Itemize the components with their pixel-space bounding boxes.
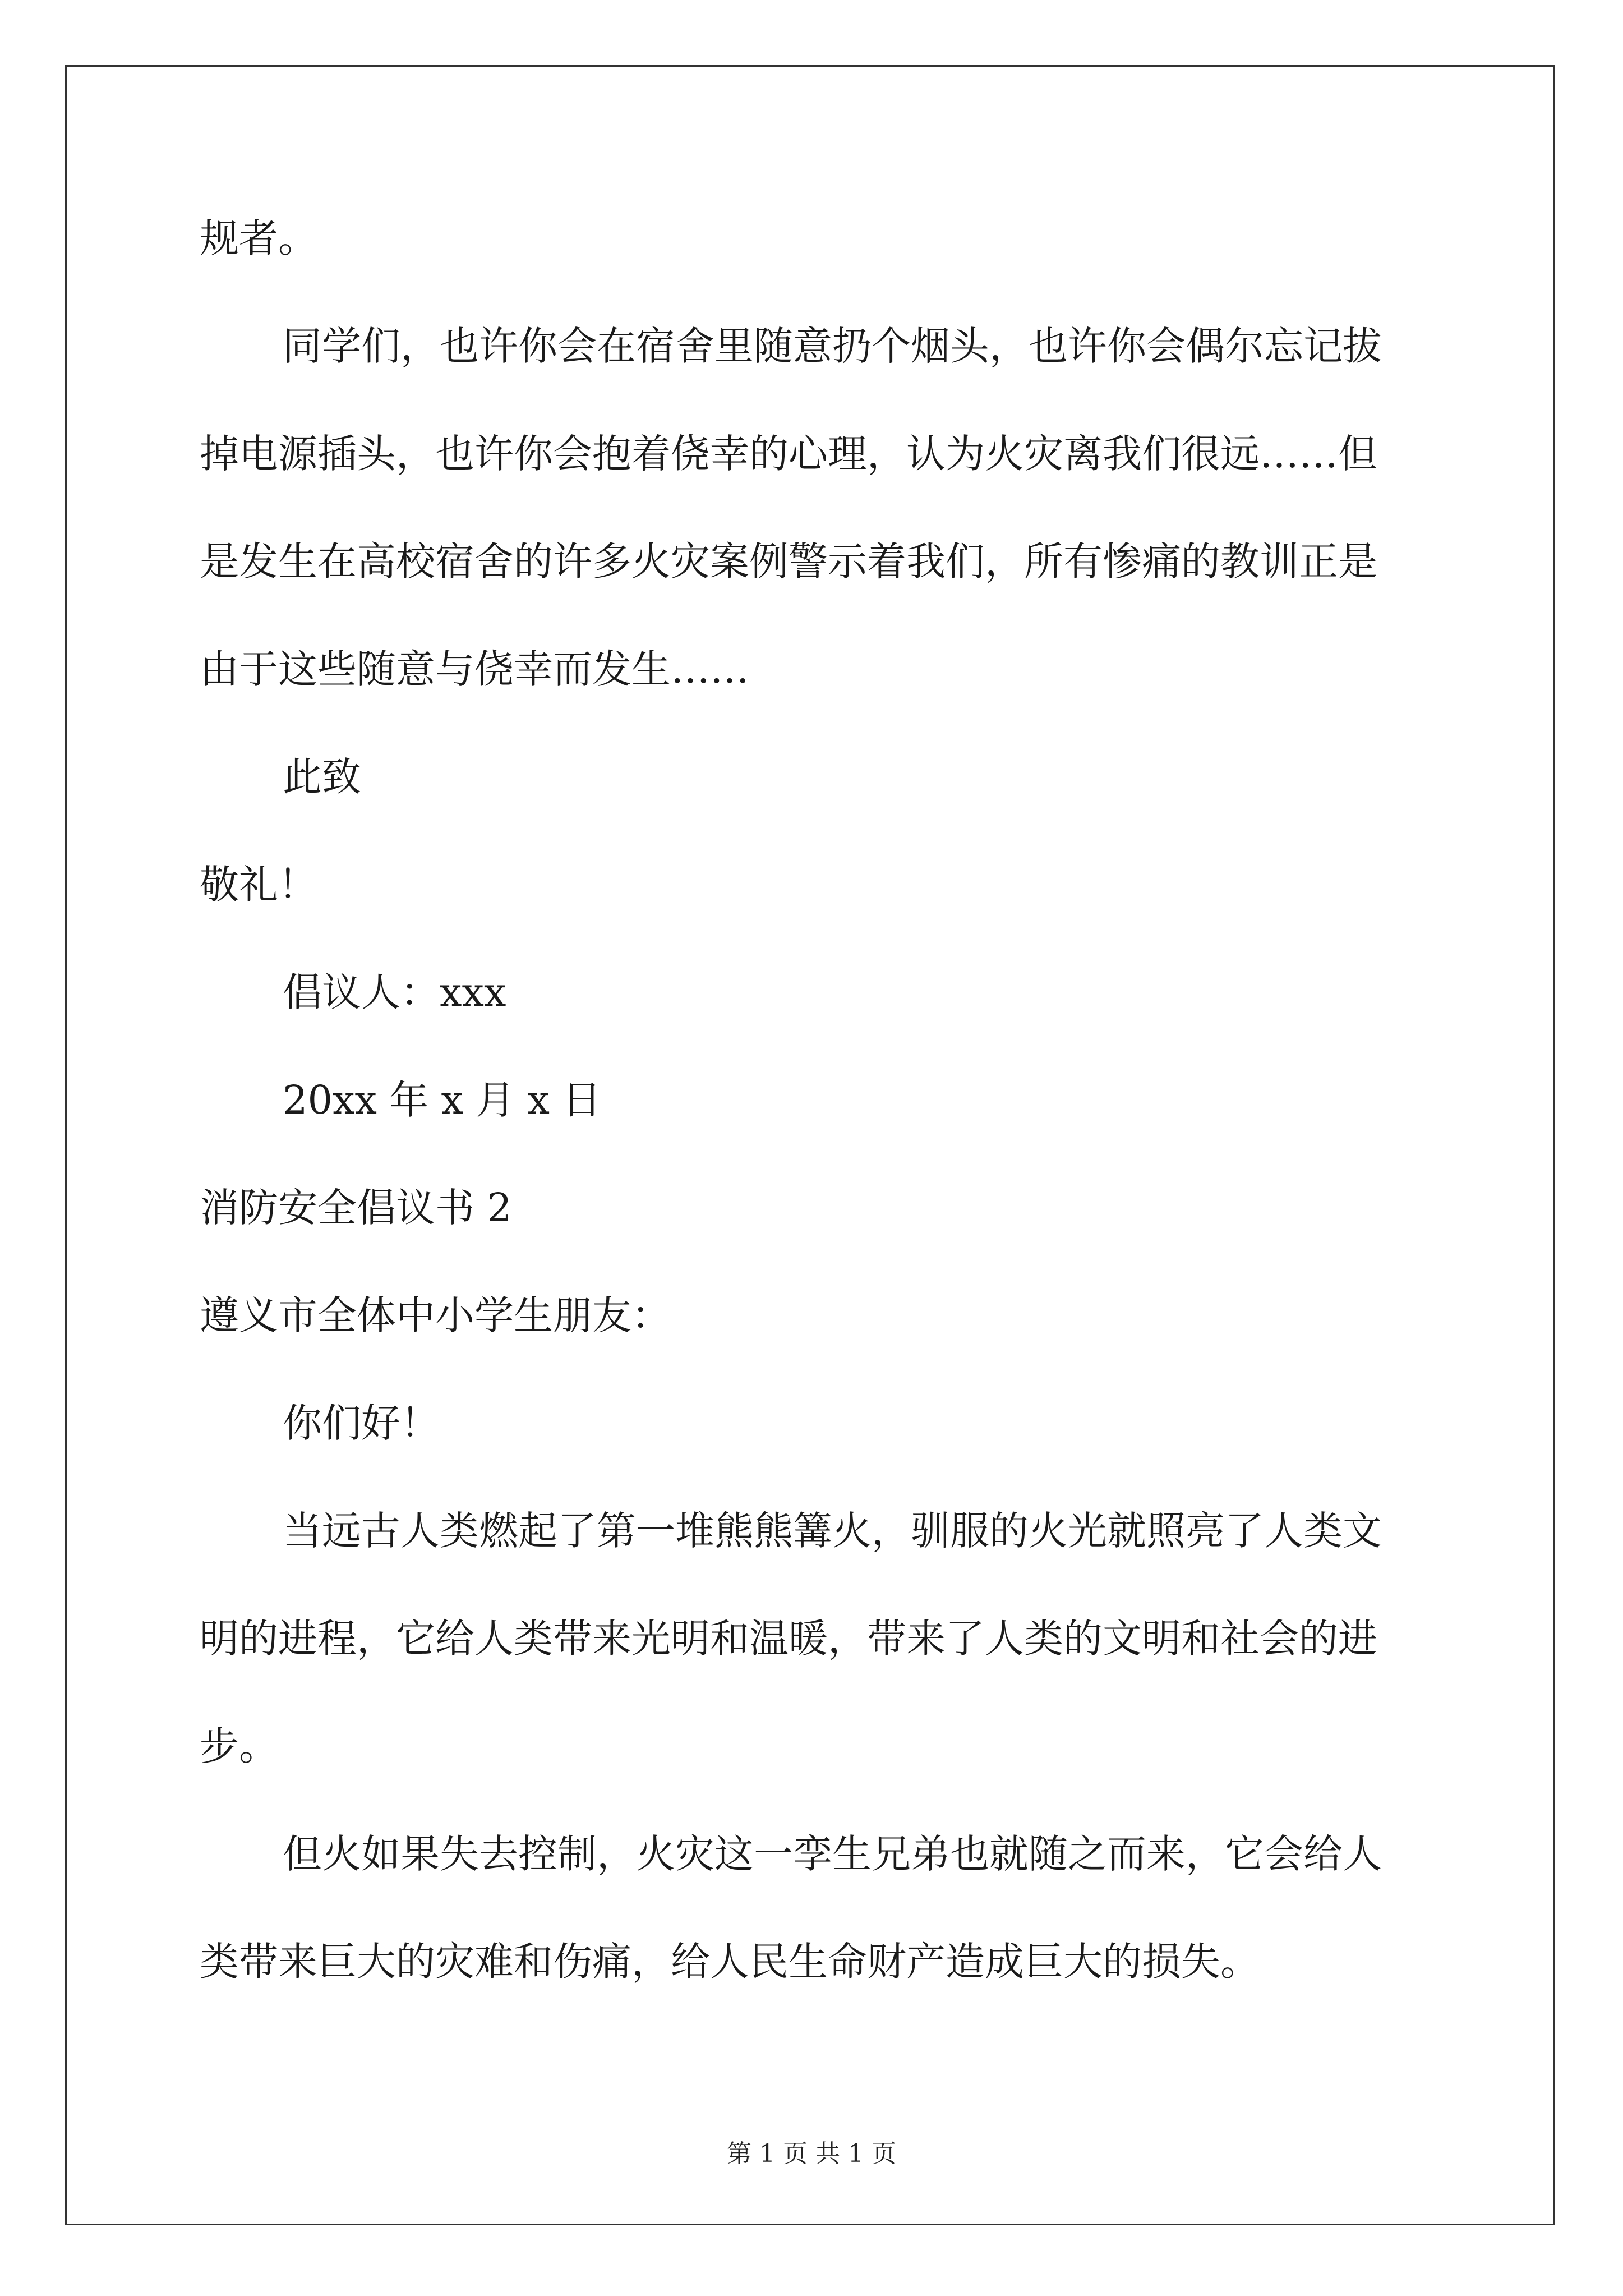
text-line: 规者。: [200, 215, 317, 261]
text-line: 类带来巨大的灾难和伤痛，给人民生命财产造成巨大的损失。: [200, 1939, 1260, 1985]
text-line: 但火如果失去控制，火灾这一孪生兄弟也就随之而来，它会给人: [283, 1831, 1382, 1877]
text-line: 明的进程，它给人类带来光明和温暖，带来了人类的文明和社会的进: [200, 1616, 1377, 1662]
text-line: 倡议人：xxx: [283, 969, 506, 1015]
text-line: 20xx 年 x 月 x 日: [283, 1077, 602, 1123]
text-line: 同学们，也许你会在宿舍里随意扔个烟头，也许你会偶尔忘记拔: [283, 323, 1382, 369]
text-line: 此致: [283, 754, 361, 800]
page-footer: 第 1 页 共 1 页: [727, 2139, 896, 2168]
text-line: 敬礼！: [200, 862, 317, 908]
text-line: 是发生在高校宿舍的许多火灾案例警示着我们，所有惨痛的教训正是: [200, 539, 1377, 585]
text-line: 你们好！: [283, 1400, 440, 1446]
text-line: 当远古人类燃起了第一堆熊熊篝火，驯服的火光就照亮了人类文: [283, 1508, 1382, 1554]
text-line: 掉电源插头，也许你会抱着侥幸的心理，认为火灾离我们很远……但: [200, 431, 1377, 477]
page-border: [65, 65, 1555, 2225]
section-title: 消防安全倡议书 2: [200, 1185, 512, 1231]
text-line: 由于这些随意与侥幸而发生……: [200, 646, 749, 692]
text-line: 遵义市全体中小学生朋友：: [200, 1292, 671, 1338]
text-line: 步。: [200, 1723, 278, 1769]
